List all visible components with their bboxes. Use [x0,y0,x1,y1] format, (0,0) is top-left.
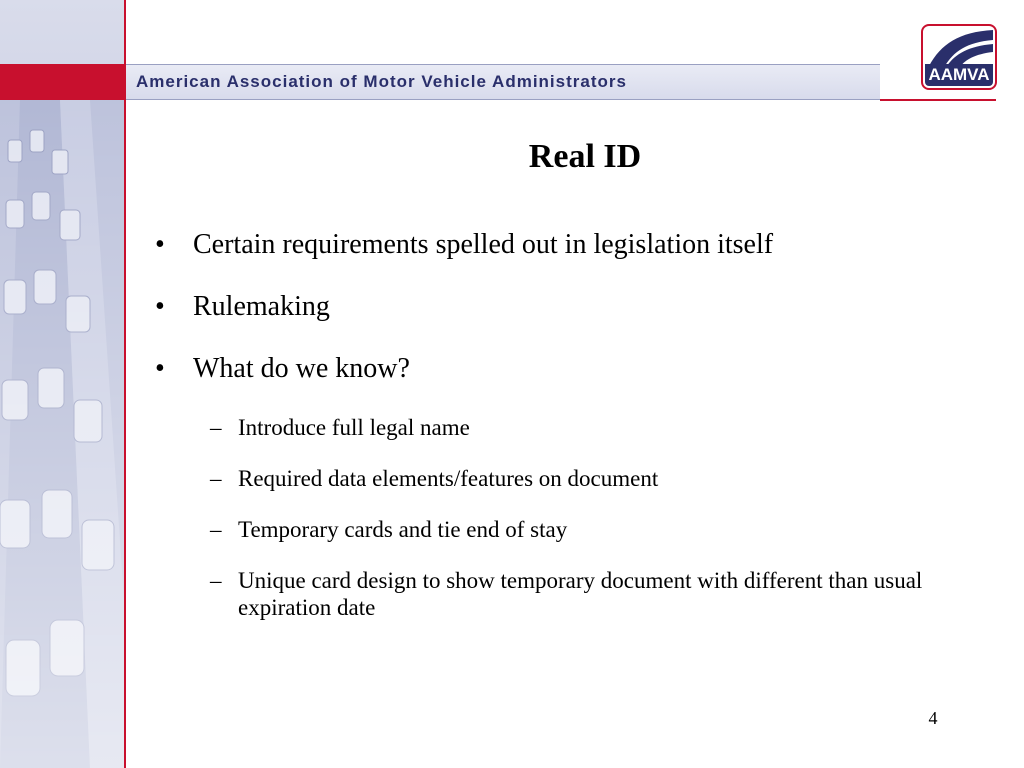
road-icon [923,26,995,66]
sub-bullet-marker: – [210,466,222,491]
org-name: American Association of Motor Vehicle Administrators [136,72,627,91]
bullet-item [155,352,995,386]
bullet-list [155,228,995,414]
sub-bullet-item [210,465,990,492]
bullet-marker: • [155,291,165,322]
bullet-item [155,228,995,262]
sub-bullet-text: Temporary cards and tie end of stay [238,517,568,542]
header-rule [880,99,996,101]
sub-bullet-text: Required data elements/features on document [238,466,659,491]
side-divider [124,0,126,768]
sub-bullet-list [210,414,990,645]
sub-bullet-item [210,567,990,621]
bullet-marker: • [155,229,165,260]
bullet-text: Certain requirements spelled out in legislation itself [193,229,774,260]
bullet-text: What do we know? [193,353,410,384]
sub-bullet-marker: – [210,415,222,440]
bullet-marker: • [155,353,165,384]
sub-bullet-text: Unique card design to show temporary document with different than usual expiration date [238,568,923,620]
sub-bullet-item [210,414,990,441]
traffic-photo [0,100,124,768]
side-photo-panel [0,0,124,768]
page-number: 4 [928,708,938,728]
sub-bullet-text: Introduce full legal name [238,415,470,440]
sub-bullet-marker: – [210,568,222,593]
logo-wordmark: AAMVA [925,64,993,86]
bullet-item [155,290,995,324]
aamva-logo [921,24,997,90]
bullet-text: Rulemaking [193,291,330,322]
slide-title: Real ID [528,138,642,175]
sub-bullet-marker: – [210,517,222,542]
sub-bullet-item [210,516,990,543]
header-title-bar [126,64,880,100]
